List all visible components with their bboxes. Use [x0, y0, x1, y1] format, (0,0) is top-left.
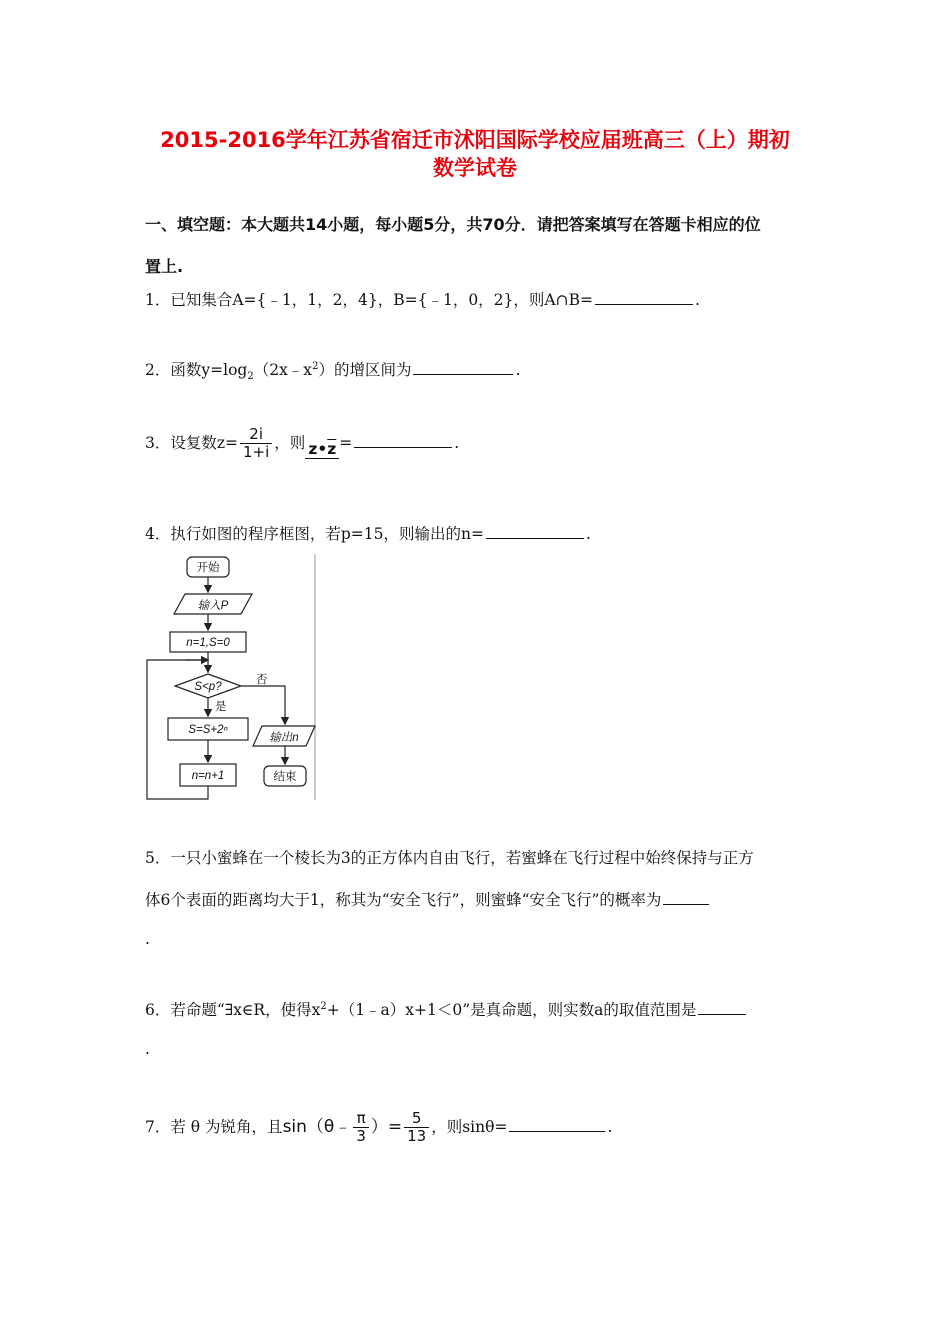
exponent: 2: [320, 1000, 327, 1012]
output-label: 输出n: [269, 732, 299, 744]
question-6-text-b: +（1﹣a）x+1＜0”是真命题，则实数a的取值范围是: [326, 1001, 697, 1019]
program-flowchart: [145, 552, 317, 802]
question-3: [145, 426, 459, 462]
section-heading-line-2: 置上.: [145, 257, 184, 276]
question-1-text: 1．已知集合A={﹣1，1，2，4}，B={﹣1，0，2}，则A∩B=: [145, 291, 593, 309]
answer-blank-5: [663, 903, 709, 905]
fraction-denominator: 13: [404, 1127, 429, 1145]
z-times-conjugate-z: [305, 440, 339, 459]
question-4-end: .: [585, 525, 591, 543]
answer-blank-2: [413, 373, 513, 375]
answer-blank-6: [698, 1013, 746, 1015]
question-2-text-b: （2x﹣x: [253, 361, 313, 379]
question-2-text-a: 2．函数y=log: [145, 361, 248, 379]
question-7-text-a: 7．若 θ 为锐角，且: [145, 1117, 283, 1136]
fraction-pi-over-3: [353, 1110, 369, 1146]
yes-label: 是: [215, 701, 227, 713]
start-label: 开始: [196, 562, 220, 574]
document-title-line-2: 数学试卷: [433, 156, 517, 180]
question-2-end: .: [515, 361, 521, 379]
sine-expression-start: sin（θ﹣: [282, 1116, 352, 1137]
end-label: 结束: [273, 771, 297, 783]
fraction-5-over-13: [404, 1110, 429, 1146]
no-label: 否: [256, 674, 268, 686]
answer-blank-3: [354, 446, 452, 448]
fraction-numerator: 2i: [249, 425, 264, 443]
fraction-numerator: 5: [411, 1109, 422, 1127]
log-base: 2: [247, 371, 254, 383]
question-3-end: .: [454, 433, 460, 452]
sine-expression-end: ）=: [370, 1116, 403, 1137]
answer-blank-1: [595, 303, 693, 305]
question-5-line-1: 5．一只小蜜蜂在一个棱长为3的正方体内自由飞行，若蜜蜂在飞行过程中始终保持与正方: [145, 849, 754, 867]
answer-blank-4: [486, 537, 584, 539]
question-6-text-a: 6．若命题“∃x∈R，使得x: [145, 1001, 321, 1019]
decision-label: S<p?: [194, 681, 222, 693]
fraction-denominator: 1+i: [240, 443, 272, 461]
question-7: [145, 1110, 612, 1146]
question-5-text: 体6个表面的距离均大于1，称其为“安全飞行”，则蜜蜂“安全飞行”的概率为: [145, 891, 662, 909]
question-1: [145, 288, 700, 310]
question-5-line-2: [145, 888, 711, 910]
init-label: n=1,S=0: [186, 637, 230, 649]
exponent: 2: [312, 360, 319, 372]
question-4-text: 4．执行如图的程序框图，若p=15，则输出的n=: [145, 525, 484, 543]
z-conjugate-symbol: $\overline{z}$: [327, 439, 337, 458]
question-6-line-2: .: [145, 1040, 150, 1058]
input-label: 输入P: [197, 600, 229, 612]
question-5-line-3: .: [145, 930, 150, 948]
question-4: [145, 522, 591, 544]
fraction-denominator: 3: [353, 1127, 369, 1145]
dot-symbol: •: [317, 439, 328, 458]
fraction-2i-over-1-plus-i: [240, 426, 272, 462]
question-3-text-a: 3．设复数z=: [145, 433, 239, 452]
question-2: [145, 358, 520, 382]
update-s-label: S=S+2ⁿ: [188, 724, 228, 736]
equals-sign: =: [339, 433, 353, 452]
section-heading-line-1: 一、填空题：本大题共14小题，每小题5分，共70分．请把答案填写在答题卡相应的位: [145, 215, 761, 234]
update-n-label: n=n+1: [191, 770, 225, 782]
question-7-text-b: ，则sinθ=: [431, 1117, 508, 1136]
question-3-text-b: ，则: [274, 433, 306, 452]
question-6-line-1: [145, 998, 748, 1020]
answer-blank-7: [509, 1130, 605, 1132]
fraction-numerator: π: [356, 1109, 366, 1127]
question-2-text-c: ）的增区间为: [318, 361, 412, 379]
question-7-end: .: [607, 1117, 613, 1136]
z-symbol: z: [308, 439, 318, 458]
question-1-end: .: [694, 291, 700, 309]
document-title-line-1: 2015-2016学年江苏省宿迁市沭阳国际学校应届班高三（上）期初: [160, 128, 790, 152]
